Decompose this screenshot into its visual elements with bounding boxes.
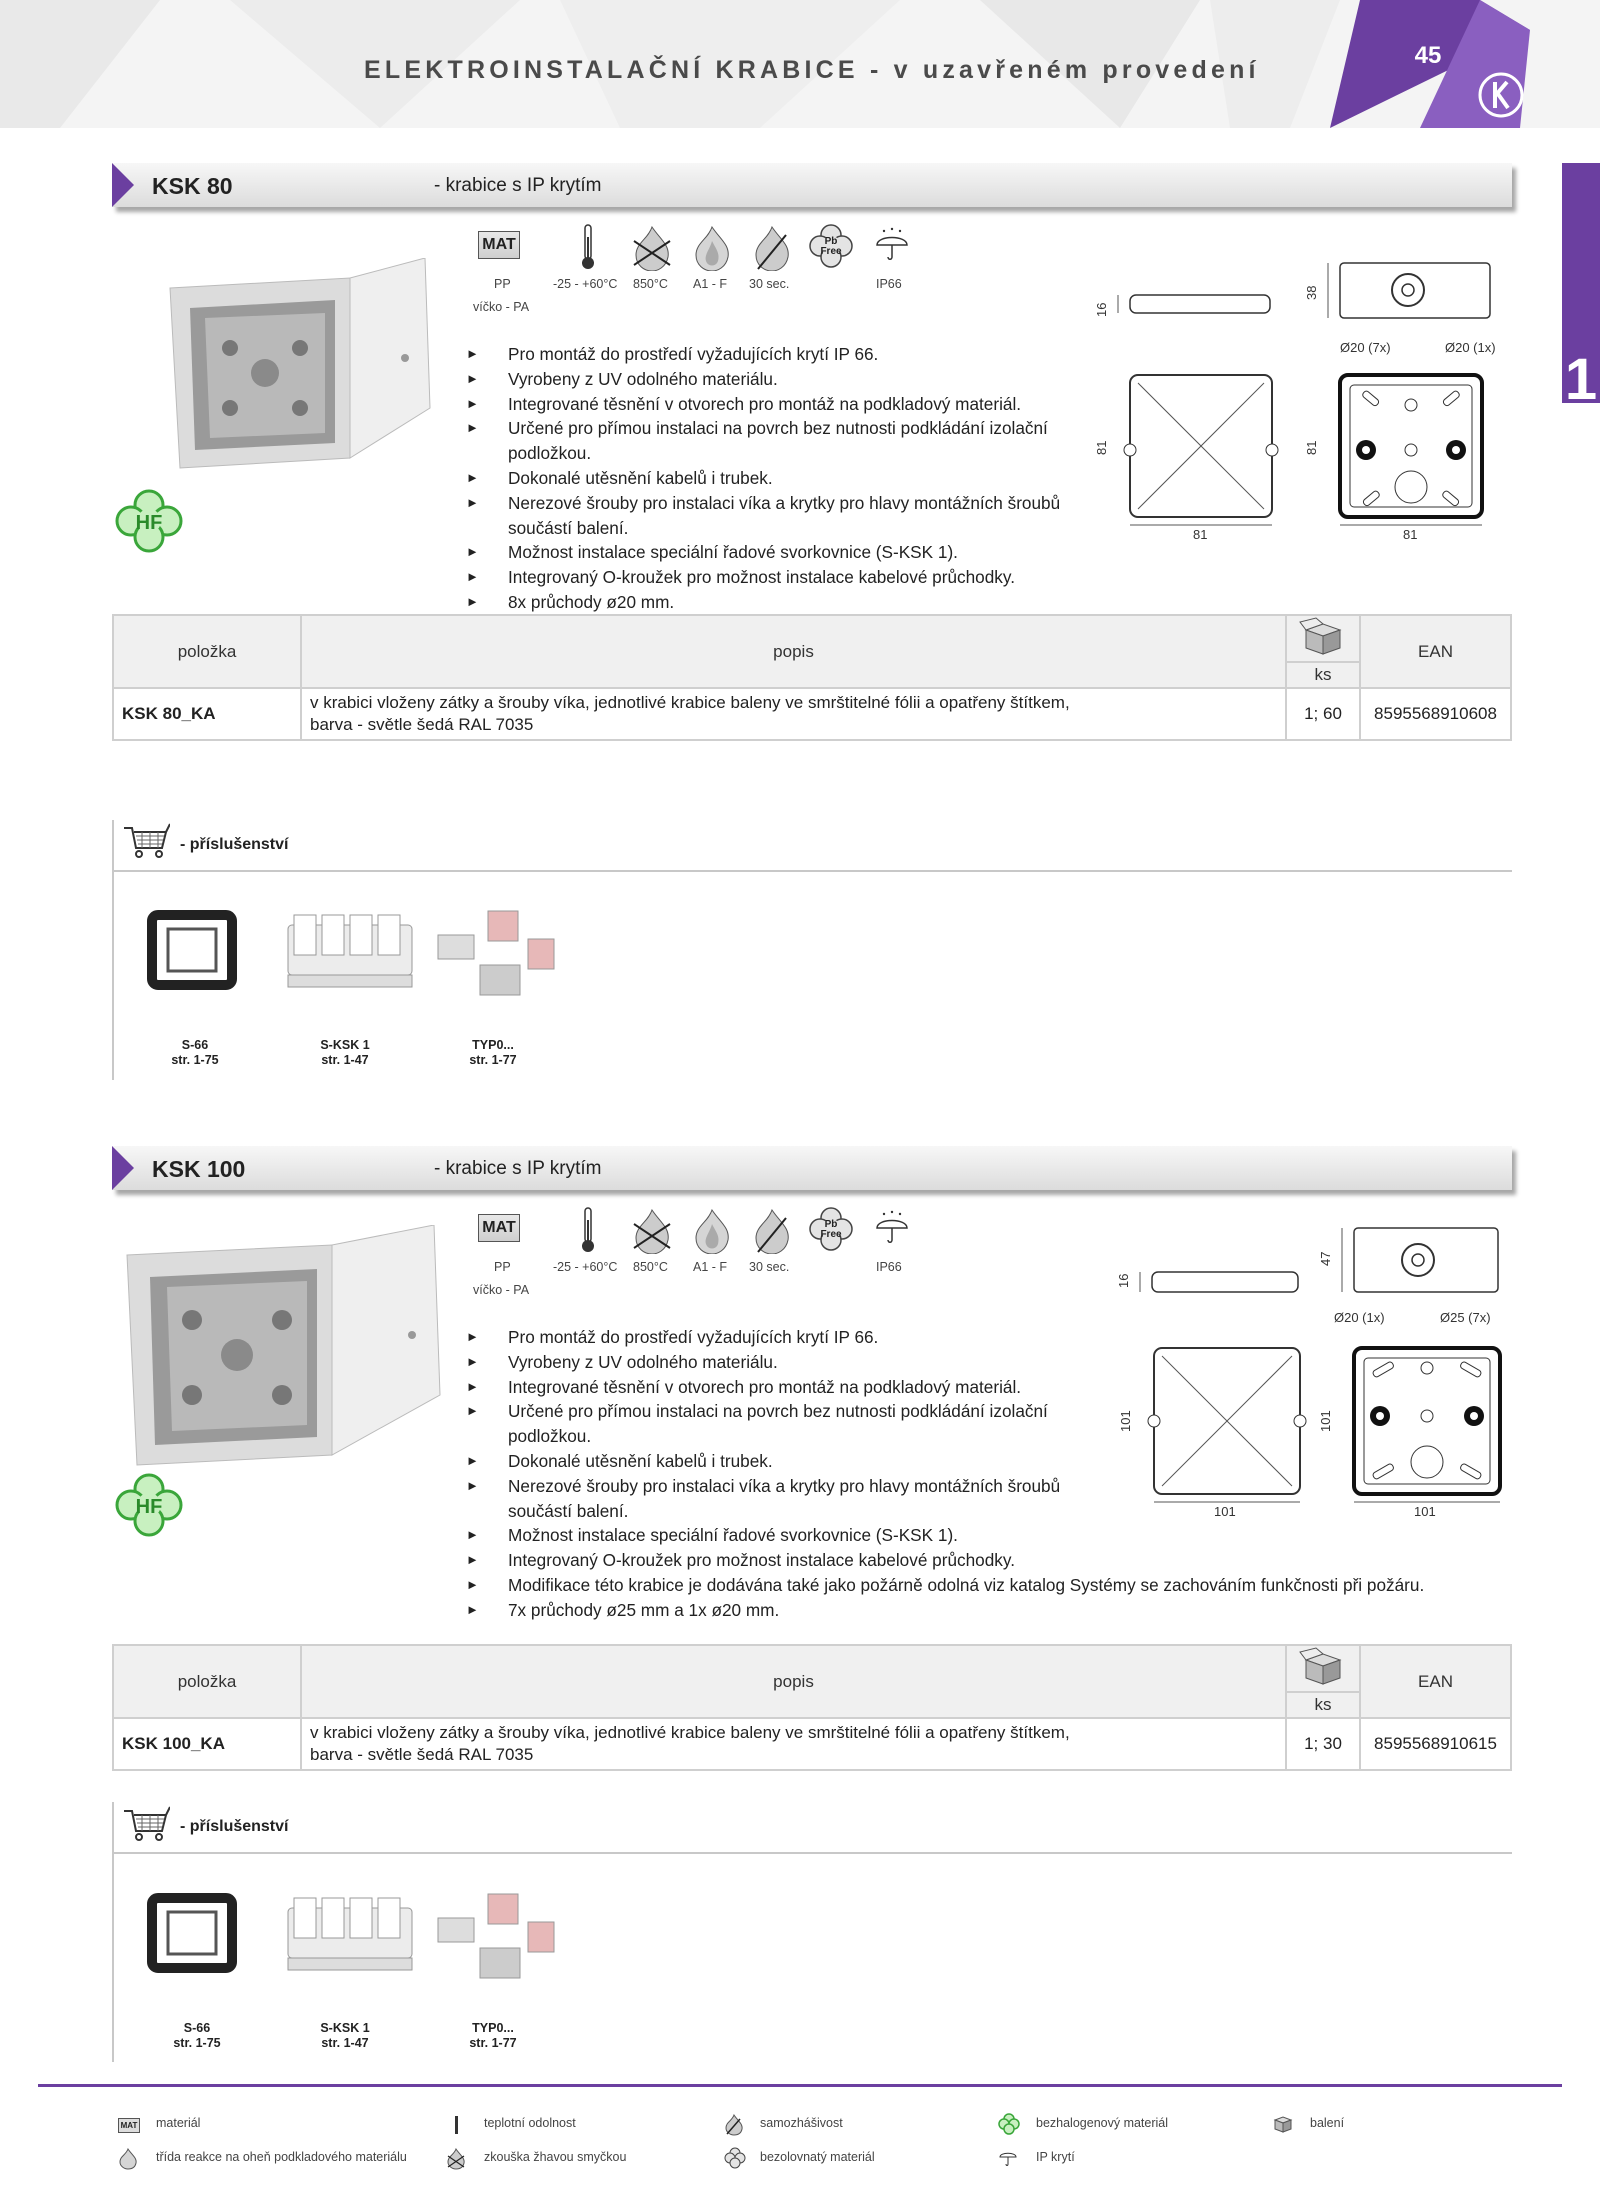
accessory-name: S-KSK 1 — [320, 2021, 370, 2035]
dim-depth-box: 101 — [1318, 1410, 1333, 1432]
bullet-arrow-icon: ► — [466, 1552, 479, 1568]
reaction-class-value: A1 - F — [693, 1260, 728, 1274]
legend-item: zkouška žhavou smyčkou — [484, 2150, 627, 2164]
item-description-line: v krabici vloženy zátky a šrouby víka, jednotlivé krabice baleny ve smrštitelné fólii a opatřeny štítkem, — [310, 1723, 1070, 1742]
accessory-label — [142, 2021, 252, 2051]
accessory-image-typ0 — [428, 1888, 568, 1983]
self-extinguishing-icon — [750, 1208, 794, 1254]
item-package-qty: 1; 30 — [1286, 1718, 1360, 1770]
ip-rating-value: IP66 — [876, 1260, 902, 1274]
product-header-ksk80 — [112, 163, 1512, 207]
dim-hole-a: Ø20 (1x) — [1334, 1310, 1385, 1325]
material-value: PP — [494, 277, 511, 291]
flame-icon — [690, 1208, 734, 1254]
accessory-name: TYP0... — [472, 2021, 514, 2035]
feature-item: ► 8x průchody ø20 mm. — [466, 590, 1086, 615]
technical-drawing-ksk100 — [1108, 1220, 1518, 1520]
page-header-title: ELEKTROINSTALAČNÍ KRABICE - v uzavřeném provedení — [364, 56, 1260, 84]
col-header-ean: EAN — [1360, 1645, 1511, 1718]
bullet-arrow-icon: ► — [466, 1353, 479, 1369]
hf-badge-icon — [114, 1472, 184, 1538]
item-package-qty: 1; 60 — [1286, 688, 1360, 740]
dim-side-height: 16 — [1094, 302, 1109, 317]
glow-wire-value: 850°C — [633, 277, 668, 291]
bullet-arrow-icon: ► — [466, 1452, 479, 1468]
dim-hole-b: Ø20 (1x) — [1445, 340, 1496, 355]
accessory-name: S-66 — [183, 2021, 211, 2035]
accessory-image-s66 — [142, 1888, 242, 1978]
accessory-name: TYP0... — [472, 1038, 514, 1052]
legend-item: bezolovnatý materiál — [760, 2150, 875, 2164]
product-code: KSK 80 — [152, 173, 233, 199]
dim-width-lid: 101 — [1214, 1504, 1236, 1519]
accessory-image-s66 — [142, 905, 242, 995]
flame-test-value: 30 sec. — [749, 1260, 790, 1274]
footer-divider — [38, 2084, 1562, 2087]
accessory-label — [438, 1038, 548, 1068]
feature-item: ► Dokonalé utěsnění kabelů i trubek. — [466, 466, 1086, 491]
feature-item: ► Integrované těsnění v otvorech pro montáž na podkladový materiál. — [466, 392, 1086, 417]
bullet-arrow-icon: ► — [466, 1378, 479, 1394]
col-header-item: položka — [113, 615, 301, 688]
dim-front-height: 38 — [1304, 285, 1319, 300]
col-header-ks — [1286, 1645, 1360, 1718]
accessory-label — [140, 1038, 250, 1068]
page-number: 45 — [1414, 42, 1442, 69]
accessory-page: str. 1-47 — [321, 1053, 369, 1067]
col-header-ean: EAN — [1360, 615, 1511, 688]
pb-free-icon — [808, 1206, 854, 1252]
table-row — [113, 688, 1511, 740]
dim-width-lid: 81 — [1193, 527, 1208, 542]
flame-icon — [690, 225, 734, 271]
accessory-page: str. 1-77 — [469, 2036, 517, 2050]
legend-thermometer-icon — [455, 2116, 458, 2134]
bullet-arrow-icon: ► — [466, 370, 479, 386]
bullet-arrow-icon: ► — [466, 1601, 479, 1617]
feature-item: ► Dokonalé utěsnění kabelů i trubek. — [466, 1449, 1516, 1474]
feature-item: ► Nerezové šrouby pro instalaci víka a krytky pro hlavy montážních šroubů součástí balení. — [466, 1475, 1061, 1521]
feature-item: ► Možnost instalace speciální řadové svorkovnice (S-KSK 1). — [466, 1523, 1516, 1548]
item-description — [301, 1718, 1286, 1770]
legend-flame-icon — [118, 2148, 138, 2170]
col-header-description: popis — [301, 1645, 1286, 1718]
feature-item: ► Pro montáž do prostředí vyžadujících krytí IP 66. — [466, 1325, 1516, 1350]
item-code: KSK 80_KA — [113, 688, 301, 740]
accessories-divider — [112, 1852, 1512, 1854]
temperature-value: -25 - +60°C — [553, 1260, 618, 1274]
product-table-ksk80 — [112, 614, 1512, 741]
legend-self-extinguishing-icon — [724, 2114, 744, 2136]
feature-list-ksk80 — [466, 342, 1086, 615]
section-tab-number: 1 — [1564, 347, 1598, 412]
accessory-image-typ0 — [428, 905, 568, 1000]
dim-front-height: 47 — [1318, 1251, 1333, 1266]
legend-item: třída reakce na oheň podkladového materiálu — [156, 2150, 407, 2164]
pb-free-icon — [808, 223, 854, 269]
accessories-title: - příslušenství — [180, 1818, 289, 1835]
accessory-page: str. 1-47 — [321, 2036, 369, 2050]
glow-wire-icon — [630, 1208, 674, 1254]
hf-badge-label: HF — [135, 512, 163, 534]
item-code: KSK 100_KA — [113, 1718, 301, 1770]
legend-glow-wire-icon — [446, 2148, 466, 2170]
accessories-frame — [112, 1802, 114, 2062]
product-table-ksk100 — [112, 1644, 1512, 1771]
ip-icon — [874, 1210, 910, 1246]
glow-wire-value: 850°C — [633, 1260, 668, 1274]
self-extinguishing-icon — [750, 225, 794, 271]
hf-badge-label: HF — [135, 1496, 163, 1518]
material-lid-value: víčko - PA — [473, 300, 530, 314]
accessories-title: - příslušenství — [180, 836, 289, 853]
legend-ip-icon — [998, 2148, 1018, 2168]
bullet-arrow-icon: ► — [466, 1329, 479, 1344]
hf-badge-icon — [114, 488, 184, 554]
bullet-arrow-icon: ► — [466, 1527, 479, 1543]
col-header-description: popis — [301, 615, 1286, 688]
product-header-arrow-icon — [112, 1146, 134, 1190]
accessory-image-sksk1 — [280, 905, 420, 1000]
feature-item: ► Vyrobeny z UV odolného materiálu. — [466, 367, 1086, 392]
bullet-arrow-icon: ► — [466, 544, 479, 560]
col-header-ks — [1286, 615, 1360, 688]
legend-item: IP krytí — [1036, 2150, 1075, 2164]
accessory-label — [290, 2021, 400, 2051]
cart-icon — [122, 822, 170, 860]
glow-wire-icon — [630, 225, 674, 271]
item-description-line: v krabici vloženy zátky a šrouby víka, jednotlivé krabice baleny ve smrštitelné fólii a opatřeny štítkem, — [310, 693, 1070, 712]
bullet-arrow-icon: ► — [466, 494, 479, 510]
item-ean: 8595568910608 — [1360, 688, 1511, 740]
legend-item: bezhalogenový materiál — [1036, 2116, 1169, 2130]
svg-text:Pb: Pb — [824, 1219, 838, 1230]
legend-item: teplotní odolnost — [484, 2116, 576, 2130]
dim-hole-a: Ø20 (7x) — [1340, 340, 1391, 355]
flame-test-value: 30 sec. — [749, 277, 790, 291]
product-subtitle: - krabice s IP krytím — [434, 175, 602, 196]
item-description-line: barva - světle šedá RAL 7035 — [310, 1745, 534, 1764]
material-lid-value: víčko - PA — [473, 1283, 530, 1297]
thermometer-icon — [578, 1206, 598, 1254]
properties-icons-ksk80 — [478, 223, 928, 283]
accessory-name: S-66 — [181, 1038, 209, 1052]
accessory-label — [290, 1038, 400, 1068]
accessory-name: S-KSK 1 — [320, 1038, 370, 1052]
feature-item: ► Vyrobeny z UV odolného materiálu. — [466, 1350, 1516, 1375]
feature-item: ► Možnost instalace speciální řadové svorkovnice (S-KSK 1). — [466, 540, 1086, 565]
accessory-image-sksk1 — [280, 1888, 420, 1983]
accessory-label — [438, 2021, 548, 2051]
dim-side-height: 16 — [1116, 1273, 1131, 1288]
feature-item: ► Určené pro přímou instalaci na povrch bez nutnosti podkládání izolační podložkou. — [466, 1401, 1048, 1447]
cart-icon — [122, 1805, 170, 1843]
col-header-item: položka — [113, 1645, 301, 1718]
dim-width-box: 101 — [1414, 1504, 1436, 1519]
item-description-line: barva - světle šedá RAL 7035 — [310, 715, 534, 734]
product-header-ksk100 — [112, 1146, 1512, 1190]
feature-item: ► Pro montáž do prostředí vyžadujících krytí IP 66. — [466, 342, 1086, 367]
feature-item: ► Integrovaný O-kroužek pro možnost instalace kabelové průchodky. — [466, 565, 1086, 590]
legend-item: materiál — [156, 2116, 201, 2130]
feature-item: ► Nerezové šrouby pro instalaci víka a krytky pro hlavy montážních šroubů součástí balení. — [466, 492, 1061, 538]
bullet-arrow-icon: ► — [466, 569, 479, 585]
legend-item: balení — [1310, 2116, 1345, 2130]
product-subtitle: - krabice s IP krytím — [434, 1158, 602, 1179]
product-photo-ksk100 — [122, 1225, 442, 1495]
bullet-arrow-icon: ► — [466, 346, 479, 361]
temperature-value: -25 - +60°C — [553, 277, 618, 291]
package-icon — [1298, 1646, 1348, 1686]
item-description — [301, 688, 1286, 740]
dim-depth-lid: 81 — [1094, 440, 1109, 455]
feature-item: ► 7x průchody ø25 mm a 1x ø20 mm. — [466, 1598, 1516, 1623]
bullet-arrow-icon: ► — [466, 1576, 479, 1592]
material-value: PP — [494, 1260, 511, 1274]
bullet-arrow-icon: ► — [466, 1403, 479, 1419]
bullet-arrow-icon: ► — [466, 395, 479, 411]
col-header-ks-label: ks — [1287, 661, 1359, 687]
bullet-arrow-icon: ► — [466, 469, 479, 485]
legend-mat-icon: MAT — [118, 2118, 140, 2133]
accessory-page: str. 1-75 — [171, 1053, 219, 1067]
ip-rating-value: IP66 — [876, 277, 902, 291]
table-row — [113, 1718, 1511, 1770]
feature-item: ► Modifikace této krabice je dodávána také jako požárně odolná viz katalog Systémy se zachováním funkčnosti při požáru. — [466, 1573, 1516, 1598]
feature-item: ► Integrovaný O-kroužek pro možnost instalace kabelové průchodky. — [466, 1548, 1516, 1573]
accessory-page: str. 1-77 — [469, 1053, 517, 1067]
thermometer-icon — [578, 223, 598, 271]
product-code: KSK 100 — [152, 1156, 246, 1182]
mat-icon: MAT — [478, 231, 520, 259]
svg-text:Free: Free — [820, 1229, 842, 1240]
package-icon — [1298, 616, 1348, 656]
feature-item: ► Integrované těsnění v otvorech pro montáž na podkladový materiál. — [466, 1375, 1516, 1400]
svg-text:Free: Free — [820, 246, 842, 257]
product-header-arrow-icon — [112, 163, 134, 207]
reaction-class-value: A1 - F — [693, 277, 728, 291]
legend-hf-icon — [998, 2113, 1020, 2135]
dim-hole-b: Ø25 (7x) — [1440, 1310, 1491, 1325]
dim-width-box: 81 — [1403, 527, 1418, 542]
mat-icon: MAT — [478, 1214, 520, 1242]
dim-depth-box: 81 — [1304, 440, 1319, 455]
col-header-ks-label: ks — [1287, 1691, 1359, 1717]
accessories-frame — [112, 820, 114, 1080]
legend-package-icon — [1272, 2114, 1294, 2134]
ip-icon — [874, 227, 910, 263]
bullet-arrow-icon: ► — [466, 420, 479, 436]
dim-depth-lid: 101 — [1118, 1410, 1133, 1432]
brand-logo-icon — [1476, 70, 1526, 120]
properties-icons-ksk100 — [478, 1206, 928, 1266]
item-ean: 8595568910615 — [1360, 1718, 1511, 1770]
bullet-arrow-icon: ► — [466, 593, 479, 609]
product-photo-ksk80 — [160, 258, 440, 488]
legend-pb-free-icon — [724, 2147, 746, 2169]
feature-item: ► Určené pro přímou instalaci na povrch bez nutnosti podkládání izolační podložkou. — [466, 418, 1048, 464]
accessory-page: str. 1-75 — [173, 2036, 221, 2050]
legend-item: samozhášivost — [760, 2116, 843, 2130]
bullet-arrow-icon: ► — [466, 1477, 479, 1493]
technical-drawing-ksk80 — [1090, 255, 1520, 545]
accessories-divider — [112, 870, 1512, 872]
svg-text:Pb: Pb — [824, 236, 838, 247]
